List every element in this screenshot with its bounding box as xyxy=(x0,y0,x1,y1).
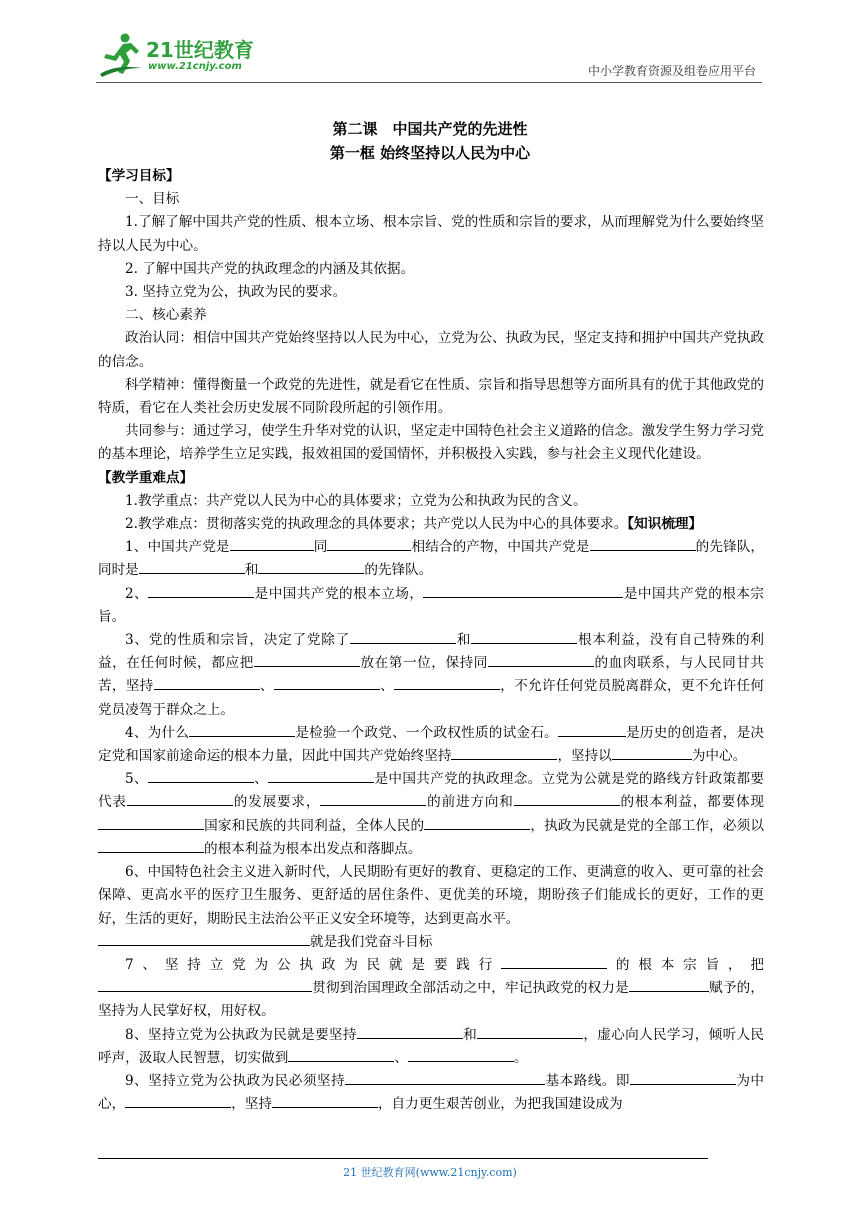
goals-heading: 【学习目标】 xyxy=(98,168,180,184)
fill-blank[interactable] xyxy=(394,675,500,690)
document-body xyxy=(98,165,764,1116)
fill-blank[interactable] xyxy=(125,1093,231,1108)
fill-blank[interactable] xyxy=(408,1047,514,1062)
item-text: 和 xyxy=(456,632,472,649)
fill-blank[interactable] xyxy=(254,652,360,667)
header-divider xyxy=(96,82,762,83)
item-text: ，自力更生艰苦创业，为把我国建设成为 xyxy=(377,1096,623,1113)
item-text: 是历史的创造者，是决定党和国家前途命运的根本力量，因此中国共产党始终坚持 xyxy=(98,724,765,765)
fill-blank[interactable] xyxy=(451,745,557,760)
item-1 xyxy=(98,536,764,582)
competency-3: 共同参与：通过学习，使学生升华对党的认识，坚定走中国特色社会主义道路的信念。激发学生努力学习党的基本理论，培养学生立足实践，报效祖国的爱国情怀，并积极投入实践，参与社会主义现代化建设。 xyxy=(98,423,764,463)
item-8 xyxy=(98,1024,764,1070)
fill-blank[interactable] xyxy=(98,977,312,992)
item-text: ，执政为民就是党的全部工作，必须以 xyxy=(530,817,764,834)
item-text: 贯彻到治国理政全部活动之中，牢记执政党的权力是 xyxy=(312,980,629,997)
fill-blank[interactable] xyxy=(423,583,623,598)
fill-blank[interactable] xyxy=(629,977,709,992)
key-point-1: 1.教学重点：共产党以人民为中心的具体要求；立党为公和执政为民的含义。 xyxy=(125,492,587,509)
footer-divider xyxy=(98,1158,708,1159)
fill-blank[interactable] xyxy=(514,791,620,806)
item-text: 8、坚持立党为公执政为民就是要坚持 xyxy=(125,1026,357,1043)
fill-blank[interactable] xyxy=(501,954,607,969)
item-text: 是检验一个政党、一个政权性质的试金石。 xyxy=(295,724,558,741)
footer-source: 21 世纪教育网(www.21cnjy.com) xyxy=(343,1166,517,1179)
fill-blank[interactable] xyxy=(350,629,456,644)
fill-blank[interactable] xyxy=(127,791,233,806)
fill-blank[interactable] xyxy=(590,536,696,551)
knowledge-heading: 【知识梳理】 xyxy=(627,516,703,533)
item-3 xyxy=(98,629,764,722)
item-text: 就是我们党奋斗目标 xyxy=(310,933,433,950)
item-text: 相结合的产物，中国共产党是 xyxy=(411,539,590,556)
goals-sub-2: 二、核心素养 xyxy=(125,307,207,324)
logo-url: www.21cnjy.com xyxy=(148,61,242,72)
fill-blank[interactable] xyxy=(268,768,374,783)
item-text: 、 xyxy=(259,678,274,695)
key-point-2-text: 2.教学难点：贯彻落实党的执政理念的具体要求；共产党以人民为中心的具体要求。 xyxy=(125,516,628,533)
fill-blank[interactable] xyxy=(357,1024,463,1039)
item-text: 、 xyxy=(379,678,394,695)
item-text: 是中国共产党的执政理念。立党为公就是党的路线方针政策都要代表 xyxy=(98,771,765,811)
item-text: 1、中国共产党是 xyxy=(125,539,230,556)
item-text: 和 xyxy=(462,1026,478,1043)
platform-name: 中小学教育资源及组卷应用平台 xyxy=(587,64,756,78)
logo xyxy=(96,30,276,80)
fill-blank[interactable] xyxy=(488,652,594,667)
fill-blank[interactable] xyxy=(272,1093,378,1108)
item-text: 根本利益，没有自己特殊的利益，在任何时候，都应把 xyxy=(98,632,765,672)
item-text: 国家和民族的共同利益，全体人民的 xyxy=(204,817,425,834)
item-text: 为中心。 xyxy=(691,748,747,765)
fill-blank[interactable] xyxy=(288,1047,394,1062)
item-text: 基本路线。即 xyxy=(545,1072,630,1089)
item-6-goal xyxy=(98,931,764,954)
item-text: 的血肉联系，与人民同甘共苦，坚持 xyxy=(98,655,765,695)
fill-blank[interactable] xyxy=(612,745,692,760)
fill-blank[interactable] xyxy=(139,559,245,574)
item-text: 赋予的，坚持为人民掌好权，用好权。 xyxy=(98,980,765,1020)
item-text: ，坚持以 xyxy=(557,748,612,765)
item-text: 6、中国特色社会主义进入新时代，人民期盼有更好的教育、更稳定的工作、更满意的收入、更可靠的社会保障、更高水平的医疗卫生服务、更舒适的居住条件、更优美的环境，期盼孩子们能成长的更好，工作的更好，生活的更好，期盼民主法治公平正义安全环境等，达到更高水平。 xyxy=(98,864,764,927)
item-text: 的发展要求， xyxy=(232,794,321,811)
fill-blank[interactable] xyxy=(148,768,254,783)
fill-blank[interactable] xyxy=(477,1024,583,1039)
goal-3: 3. 坚持立党为公，执政为民的要求。 xyxy=(125,284,347,301)
goal-1: 1.了解了解中国共产党的性质、根本立场、根本宗旨、党的性质和宗旨的要求，从而理解党为什么要始终坚持以人民为中心。 xyxy=(98,214,764,254)
item-text: 的先锋队。 xyxy=(364,562,433,579)
fill-blank[interactable] xyxy=(148,583,254,598)
item-5 xyxy=(98,768,764,861)
item-text: 是中国共产党的根本宗旨。 xyxy=(98,585,765,625)
fill-blank[interactable] xyxy=(98,931,310,946)
competency-2: 科学精神：懂得衡量一个政党的先进性，就是看它在性质、宗旨和指导思想等方面所具有的优于其他政党的特质，看它在人类社会历史发展不同阶段所起的引领作用。 xyxy=(98,376,764,417)
page-header xyxy=(96,30,762,82)
fill-blank[interactable] xyxy=(424,815,530,830)
fill-blank[interactable] xyxy=(471,629,577,644)
item-7 xyxy=(98,954,764,1024)
item-text: 的先锋队，同时是 xyxy=(98,539,765,579)
item-2 xyxy=(98,583,764,629)
item-4 xyxy=(98,722,764,768)
item-text: 是中国共产党的根本立场， xyxy=(254,585,424,602)
item-9 xyxy=(98,1070,764,1116)
fill-blank[interactable] xyxy=(558,722,626,737)
fill-blank[interactable] xyxy=(98,838,204,853)
item-text: 。 xyxy=(513,1049,528,1066)
item-text: ，不允许任何党员脱离群众，更不允许任何党员凌驾于群众之上。 xyxy=(98,678,765,718)
item-text: 同 xyxy=(313,539,328,556)
item-text: 7、坚持立党为公执政为民就是要践行 xyxy=(125,956,502,973)
item-6 xyxy=(98,861,764,931)
key-point-2 xyxy=(98,513,764,536)
lesson-title: 第二课 中国共产党的先进性 xyxy=(332,120,528,138)
item-text: 3、党的性质和宗旨，决定了党除了 xyxy=(125,632,351,649)
item-text: 为中心， xyxy=(98,1072,765,1113)
item-text: 和 xyxy=(244,562,259,579)
item-text: 9、坚持立党为公执政为民必须坚持 xyxy=(125,1072,346,1089)
fill-blank[interactable] xyxy=(327,536,411,551)
item-text: 的根本利益为根本出发点和落脚点。 xyxy=(204,840,422,857)
item-text: 的根本宗旨，把 xyxy=(607,956,764,973)
item-text: ，坚持 xyxy=(231,1096,272,1113)
item-text: 4、为什么 xyxy=(125,724,190,741)
fill-blank[interactable] xyxy=(320,791,426,806)
fill-blank[interactable] xyxy=(630,1070,736,1085)
competency-1: 政治认同：相信中国共产党始终坚持以人民为中心，立党为公、执政为民，坚定支持和拥护中国共产党执政的信念。 xyxy=(98,330,764,370)
section-title: 第一框 始终坚持以人民为中心 xyxy=(329,144,531,162)
fill-blank[interactable] xyxy=(258,559,364,574)
item-text: ，虚心向人民学习，倾听人民呼声，汲取人民智慧，切实做到 xyxy=(98,1026,765,1066)
fill-blank[interactable] xyxy=(189,722,295,737)
fill-blank[interactable] xyxy=(98,815,204,830)
logo-brand: 21世纪教育 xyxy=(146,38,254,62)
item-text: 、 xyxy=(394,1049,408,1066)
item-text: 放在第一位，保持同 xyxy=(359,655,488,672)
item-text: 、 xyxy=(253,771,269,788)
item-text: 的根本利益，都要体现 xyxy=(619,794,765,811)
runner-logo-icon xyxy=(96,30,146,80)
fill-blank[interactable] xyxy=(154,675,260,690)
fill-blank[interactable] xyxy=(230,536,314,551)
item-text: 的前进方向和 xyxy=(426,794,514,811)
goal-2: 2. 了解中国共产党的执政理念的内涵及其依据。 xyxy=(125,260,415,277)
item-text: 2、 xyxy=(125,585,149,602)
fill-blank[interactable] xyxy=(345,1070,545,1085)
goals-sub-1: 一、目标 xyxy=(125,191,180,208)
item-text: 5、 xyxy=(125,771,148,788)
fill-blank[interactable] xyxy=(274,675,380,690)
key-heading: 【教学重难点】 xyxy=(98,469,194,486)
